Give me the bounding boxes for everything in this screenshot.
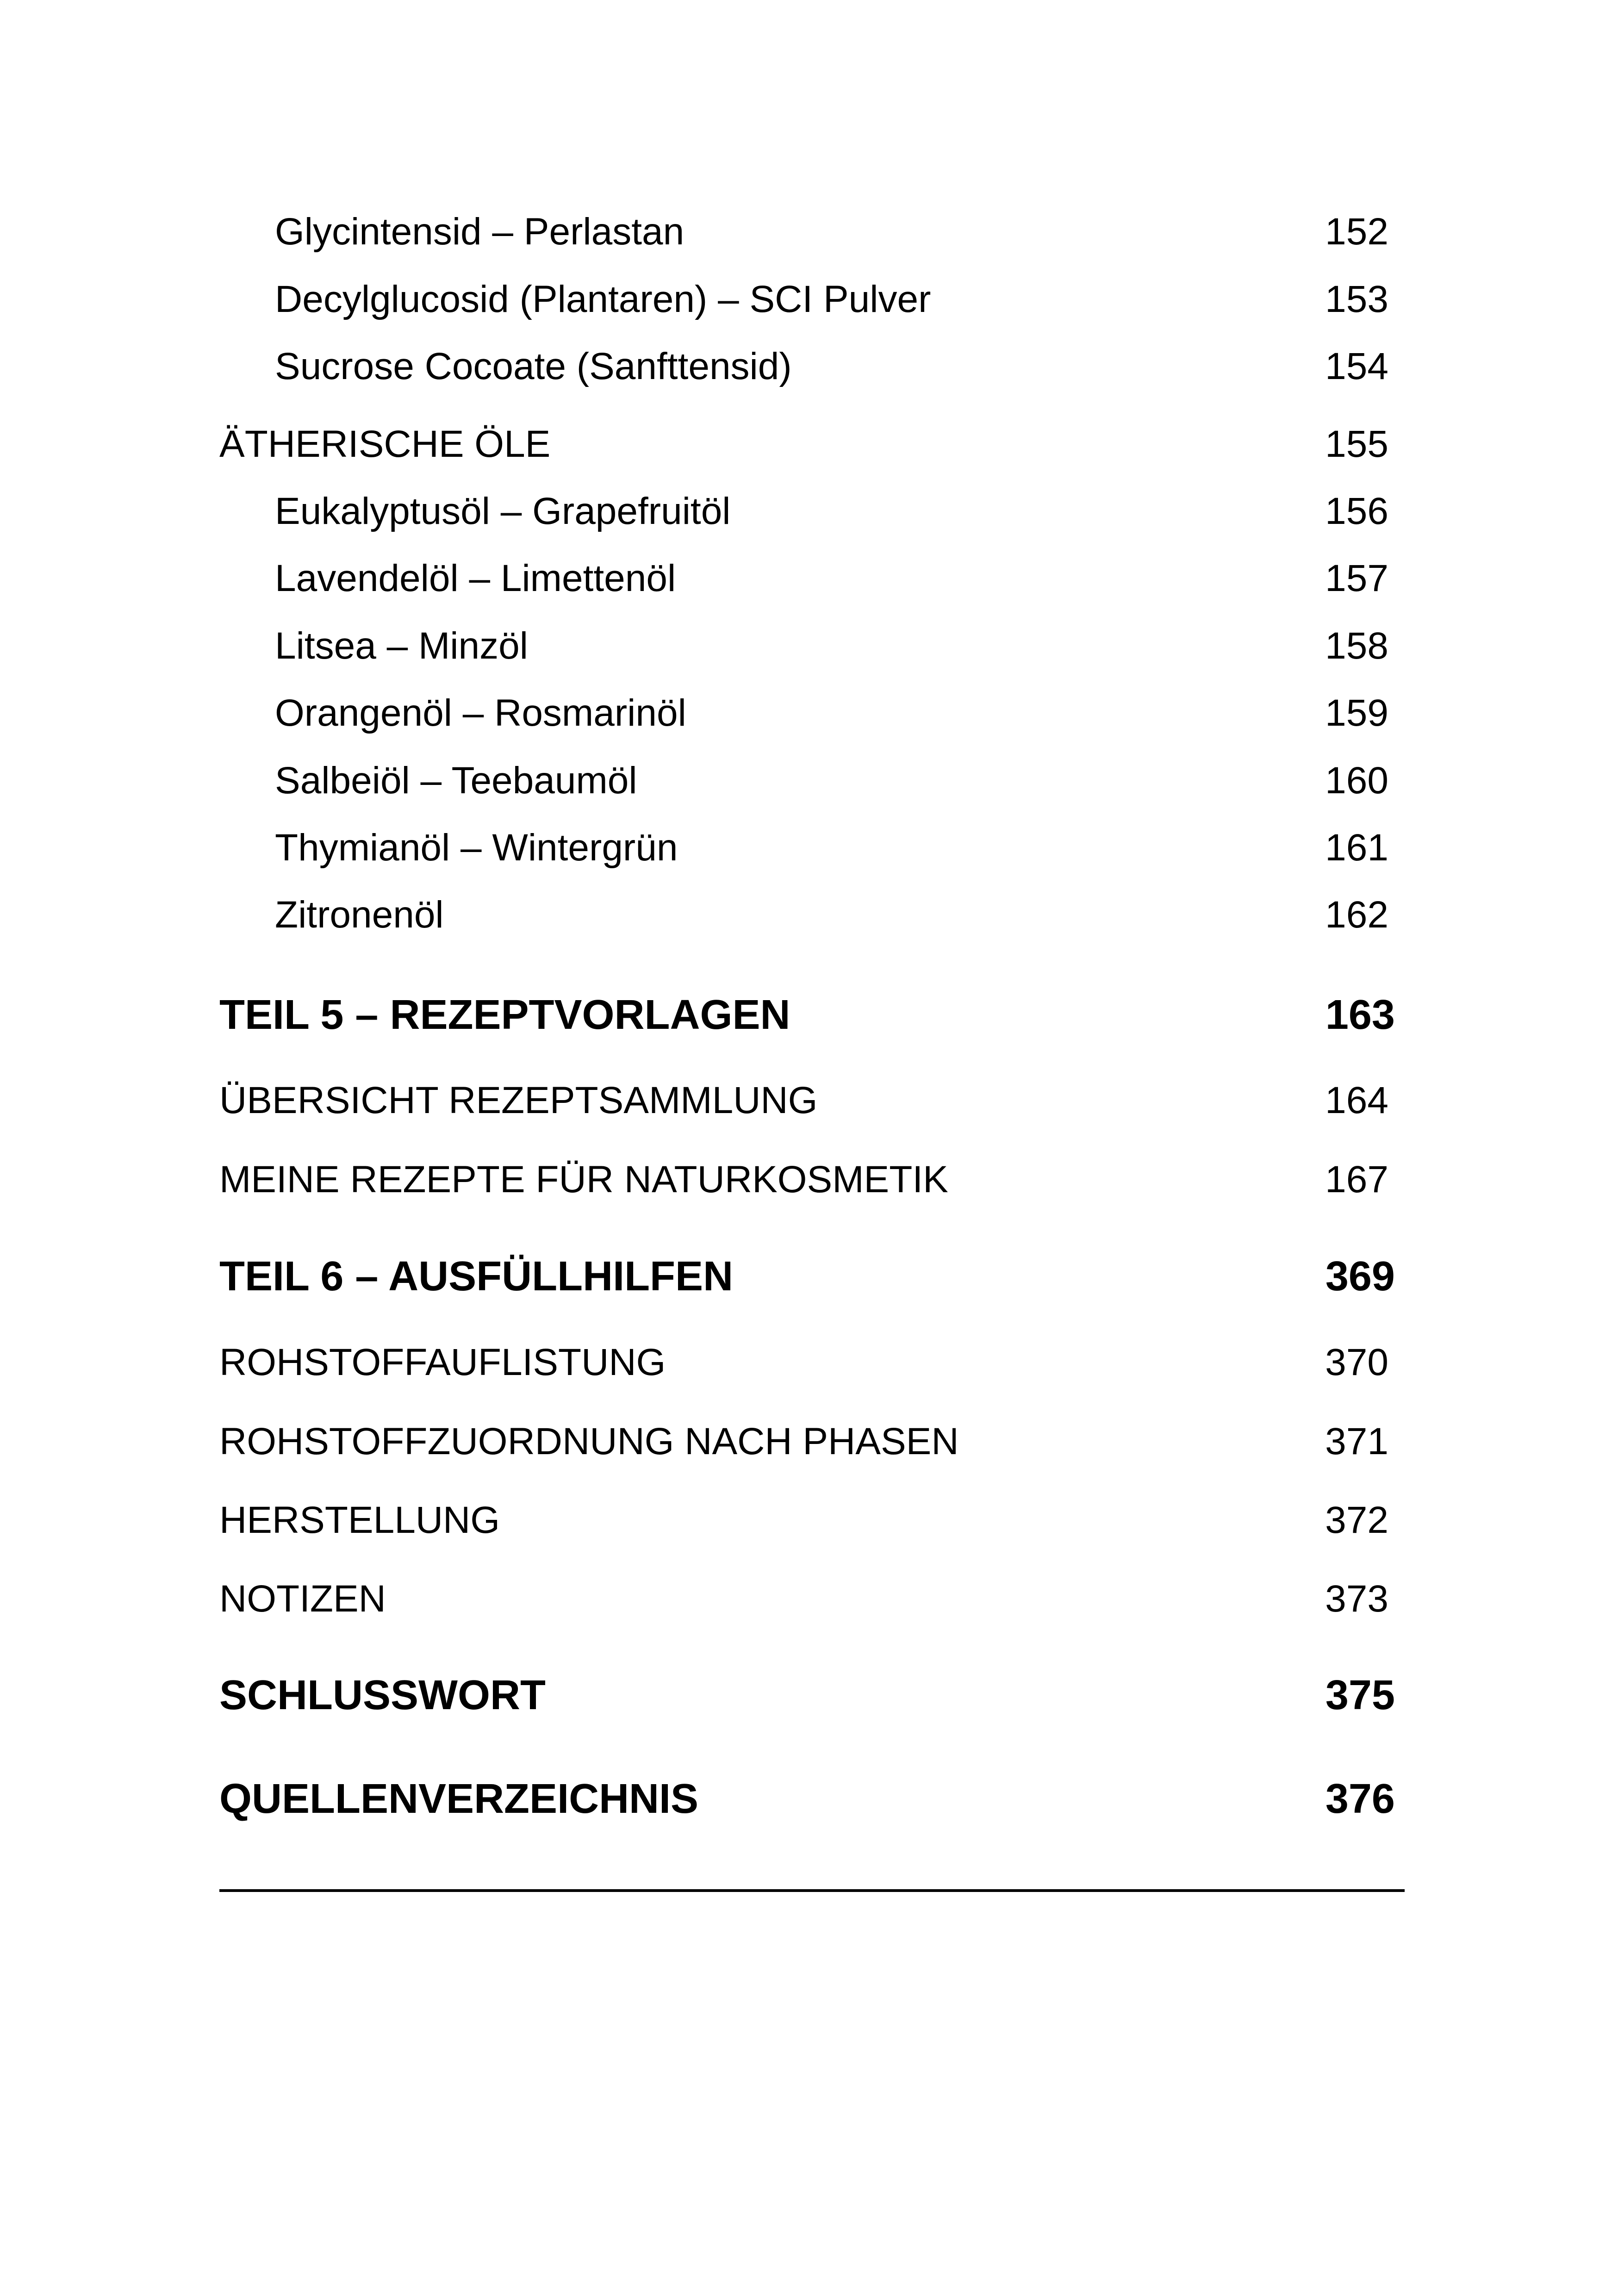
toc-entry-title: NOTIZEN	[219, 1578, 386, 1620]
toc-entry-page: 153	[1325, 278, 1388, 320]
toc-entry[interactable]	[275, 826, 1388, 870]
toc-entry-title: Litsea – Minzöl	[275, 625, 528, 667]
toc-entry[interactable]	[275, 210, 1388, 254]
toc-entry[interactable]	[275, 557, 1388, 600]
toc-entry-title: SCHLUSSWORT	[219, 1672, 546, 1718]
toc-part-entry[interactable]	[219, 1672, 1395, 1719]
toc-entry-page: 158	[1325, 625, 1388, 667]
toc-entry-page: 163	[1325, 992, 1395, 1038]
toc-entry-page: 373	[1325, 1578, 1388, 1620]
toc-section-entry[interactable]	[219, 1341, 1388, 1384]
toc-entry[interactable]	[275, 345, 1388, 388]
toc-entry[interactable]	[275, 490, 1388, 533]
toc-part-entry[interactable]	[219, 1775, 1395, 1823]
toc-entry-page: 167	[1325, 1158, 1388, 1201]
toc-entry-page: 375	[1325, 1672, 1395, 1718]
toc-entry-title: QUELLENVERZEICHNIS	[219, 1776, 699, 1822]
toc-entry-page: 371	[1325, 1420, 1388, 1462]
toc-section-entry[interactable]	[219, 1079, 1388, 1122]
toc-entry[interactable]	[275, 759, 1388, 803]
toc-entry-page: 159	[1325, 692, 1388, 734]
toc-entry-title: Glycintensid – Perlastan	[275, 211, 685, 253]
toc-entry-page: 152	[1325, 211, 1388, 253]
toc-entry-title: TEIL 6 – AUSFÜLLHILFEN	[219, 1253, 734, 1300]
toc-entry-page: 162	[1325, 894, 1388, 936]
toc-entry[interactable]	[275, 624, 1388, 668]
toc-entry-title: HERSTELLUNG	[219, 1499, 500, 1541]
toc-entry-title: Zitronenöl	[275, 894, 444, 936]
toc-entry-page: 164	[1325, 1079, 1388, 1121]
toc-section-entry[interactable]	[219, 1499, 1388, 1542]
toc-entry-title: Sucrose Cocoate (Sanfttensid)	[275, 345, 792, 387]
toc-entry-title: ROHSTOFFAUFLISTUNG	[219, 1341, 666, 1383]
toc-entry-title: TEIL 5 – REZEPTVORLAGEN	[219, 992, 790, 1038]
toc-entry-page: 161	[1325, 827, 1388, 869]
toc-entry-title: Eukalyptusöl – Grapefruitöl	[275, 490, 731, 532]
toc-entry-page: 157	[1325, 557, 1388, 599]
toc-entry-title: MEINE REZEPTE FÜR NATURKOSMETIK	[219, 1158, 948, 1201]
toc-entry-title: ÄTHERISCHE ÖLE	[219, 423, 551, 465]
toc-section-entry[interactable]	[219, 1158, 1388, 1201]
toc-entry-title: ÜBERSICHT REZEPTSAMMLUNG	[219, 1079, 818, 1121]
toc-section-entry[interactable]	[219, 423, 1388, 466]
toc-part-entry[interactable]	[219, 1253, 1395, 1300]
toc-entry-page: 376	[1325, 1776, 1395, 1822]
toc-entry[interactable]	[275, 278, 1388, 321]
toc-entry-title: Decylglucosid (Plantaren) – SCI Pulver	[275, 278, 931, 320]
divider-line	[219, 1889, 1405, 1892]
toc-entry-title: Lavendelöl – Limettenöl	[275, 557, 676, 599]
toc-entry-title: Salbeiöl – Teebaumöl	[275, 759, 637, 802]
toc-section-entry[interactable]	[219, 1420, 1388, 1463]
toc-section-entry[interactable]	[219, 1577, 1388, 1621]
toc-entry-page: 372	[1325, 1499, 1388, 1541]
toc-entry-page: 370	[1325, 1341, 1388, 1383]
toc-entry-page: 160	[1325, 759, 1388, 802]
toc-entry-title: ROHSTOFFZUORDNUNG NACH PHASEN	[219, 1420, 959, 1462]
toc-entry-page: 156	[1325, 490, 1388, 532]
toc-entry-page: 154	[1325, 345, 1388, 387]
toc-entry-page: 155	[1325, 423, 1388, 465]
toc-entry[interactable]	[275, 893, 1388, 937]
toc-part-entry[interactable]	[219, 991, 1395, 1039]
toc-entry-title: Orangenöl – Rosmarinöl	[275, 692, 686, 734]
toc-entry-page: 369	[1325, 1253, 1395, 1300]
toc-entry[interactable]	[275, 691, 1388, 735]
toc-entry-title: Thymianöl – Wintergrün	[275, 827, 678, 869]
